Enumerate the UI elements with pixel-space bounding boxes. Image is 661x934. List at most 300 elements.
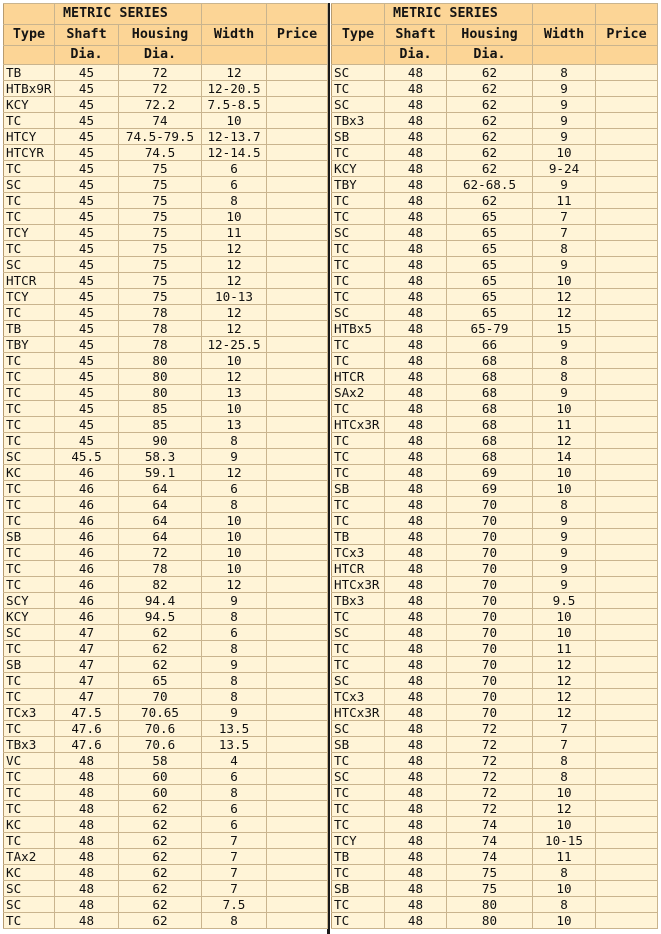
cell-type: TC bbox=[4, 833, 55, 849]
cell-housing-dia: 74.5 bbox=[119, 145, 202, 161]
cell-housing-dia: 75 bbox=[119, 257, 202, 273]
cell-price bbox=[267, 865, 328, 881]
cell-shaft-dia: 48 bbox=[55, 817, 119, 833]
col-header-housing: Housing bbox=[447, 25, 533, 46]
cell-type: HTCx3R bbox=[332, 577, 385, 593]
cell-price bbox=[596, 705, 658, 721]
cell-width: 9 bbox=[533, 513, 596, 529]
cell-type: TC bbox=[4, 401, 55, 417]
cell-price bbox=[596, 561, 658, 577]
cell-shaft-dia: 47.6 bbox=[55, 721, 119, 737]
cell-shaft-dia: 48 bbox=[385, 177, 447, 193]
cell-shaft-dia: 48 bbox=[385, 497, 447, 513]
cell-price bbox=[267, 785, 328, 801]
cell-shaft-dia: 48 bbox=[385, 465, 447, 481]
cell-width: 9 bbox=[533, 129, 596, 145]
cell-price bbox=[267, 577, 328, 593]
cell-price bbox=[596, 129, 658, 145]
cell-shaft-dia: 48 bbox=[385, 305, 447, 321]
cell-housing-dia: 70 bbox=[447, 705, 533, 721]
table-row bbox=[4, 193, 328, 209]
cell-shaft-dia: 46 bbox=[55, 577, 119, 593]
table-row bbox=[4, 273, 328, 289]
cell-price bbox=[267, 417, 328, 433]
cell-price bbox=[267, 481, 328, 497]
table-row bbox=[332, 753, 658, 769]
cell-type: SC bbox=[332, 225, 385, 241]
table-row bbox=[4, 769, 328, 785]
cell-housing-dia: 60 bbox=[119, 785, 202, 801]
table-row bbox=[4, 129, 328, 145]
cell-width: 8 bbox=[533, 769, 596, 785]
cell-width: 10 bbox=[202, 561, 267, 577]
cell-width: 7 bbox=[533, 209, 596, 225]
table-row bbox=[332, 801, 658, 817]
cell-price bbox=[596, 913, 658, 929]
cell-housing-dia: 62 bbox=[119, 641, 202, 657]
cell-width: 11 bbox=[533, 849, 596, 865]
cell-housing-dia: 72 bbox=[447, 785, 533, 801]
cell-shaft-dia: 48 bbox=[385, 609, 447, 625]
cell-housing-dia: 78 bbox=[119, 337, 202, 353]
cell-price bbox=[596, 401, 658, 417]
cell-price bbox=[267, 529, 328, 545]
table-row bbox=[4, 545, 328, 561]
cell-width: 6 bbox=[202, 481, 267, 497]
cell-width: 15 bbox=[533, 321, 596, 337]
cell-shaft-dia: 48 bbox=[385, 113, 447, 129]
cell-price bbox=[267, 449, 328, 465]
table-row bbox=[4, 449, 328, 465]
cell-shaft-dia: 48 bbox=[385, 321, 447, 337]
cell-width: 8 bbox=[533, 897, 596, 913]
col-header-type: Type bbox=[4, 25, 55, 46]
cell-price bbox=[267, 401, 328, 417]
cell-housing-dia: 62 bbox=[119, 865, 202, 881]
cell-shaft-dia: 48 bbox=[385, 529, 447, 545]
cell-type: SC bbox=[332, 673, 385, 689]
cell-type: HTCYR bbox=[4, 145, 55, 161]
cell-price bbox=[596, 689, 658, 705]
cell-type: HTCR bbox=[332, 561, 385, 577]
cell-type: TC bbox=[4, 545, 55, 561]
table-row bbox=[332, 97, 658, 113]
cell-housing-dia: 68 bbox=[447, 385, 533, 401]
cell-price bbox=[267, 177, 328, 193]
table-row bbox=[332, 817, 658, 833]
cell-width: 10 bbox=[533, 817, 596, 833]
cell-type: TCx3 bbox=[332, 545, 385, 561]
cell-type: TC bbox=[4, 641, 55, 657]
table-row bbox=[4, 529, 328, 545]
cell-price bbox=[596, 513, 658, 529]
cell-width: 8 bbox=[533, 865, 596, 881]
cell-price bbox=[596, 769, 658, 785]
cell-shaft-dia: 48 bbox=[385, 145, 447, 161]
cell-price bbox=[267, 353, 328, 369]
cell-shaft-dia: 48 bbox=[385, 241, 447, 257]
cell-price bbox=[267, 369, 328, 385]
cell-housing-dia: 75 bbox=[119, 209, 202, 225]
table-row bbox=[4, 849, 328, 865]
cell-width: 10 bbox=[202, 209, 267, 225]
cell-type: SB bbox=[332, 737, 385, 753]
cell-type: TC bbox=[332, 913, 385, 929]
cell-price bbox=[267, 113, 328, 129]
cell-housing-dia: 62 bbox=[447, 145, 533, 161]
col-header-price: Price bbox=[596, 25, 658, 46]
cell-type: TBY bbox=[332, 177, 385, 193]
cell-housing-dia: 80 bbox=[447, 913, 533, 929]
cell-shaft-dia: 48 bbox=[385, 849, 447, 865]
cell-shaft-dia: 45 bbox=[55, 305, 119, 321]
table-row bbox=[4, 321, 328, 337]
cell-price bbox=[596, 145, 658, 161]
col-header-width: Width bbox=[533, 25, 596, 46]
col-header-housing-dia: Dia. bbox=[119, 46, 202, 65]
cell-shaft-dia: 46 bbox=[55, 593, 119, 609]
table-row bbox=[4, 593, 328, 609]
header-blank bbox=[4, 4, 55, 25]
cell-width: 8 bbox=[533, 65, 596, 81]
table-row bbox=[332, 257, 658, 273]
cell-shaft-dia: 48 bbox=[385, 193, 447, 209]
table-row bbox=[4, 257, 328, 273]
cell-shaft-dia: 48 bbox=[385, 401, 447, 417]
table-row bbox=[332, 689, 658, 705]
cell-price bbox=[267, 625, 328, 641]
cell-type: TB bbox=[4, 321, 55, 337]
cell-housing-dia: 62 bbox=[447, 113, 533, 129]
cell-width: 8 bbox=[202, 193, 267, 209]
cell-price bbox=[596, 209, 658, 225]
cell-price bbox=[267, 289, 328, 305]
table-row bbox=[332, 145, 658, 161]
table-row bbox=[332, 737, 658, 753]
cell-housing-dia: 75 bbox=[119, 177, 202, 193]
cell-price bbox=[267, 769, 328, 785]
col-header-shaft: Shaft bbox=[55, 25, 119, 46]
table-row bbox=[4, 385, 328, 401]
cell-width: 9 bbox=[202, 449, 267, 465]
cell-housing-dia: 74 bbox=[447, 833, 533, 849]
cell-shaft-dia: 45.5 bbox=[55, 449, 119, 465]
cell-shaft-dia: 48 bbox=[385, 353, 447, 369]
cell-housing-dia: 80 bbox=[119, 353, 202, 369]
cell-width: 14 bbox=[533, 449, 596, 465]
cell-width: 8 bbox=[202, 785, 267, 801]
cell-price bbox=[596, 673, 658, 689]
cell-type: TC bbox=[4, 433, 55, 449]
cell-shaft-dia: 48 bbox=[385, 577, 447, 593]
cell-price bbox=[267, 849, 328, 865]
cell-type: TC bbox=[332, 401, 385, 417]
cell-type: TC bbox=[4, 721, 55, 737]
cell-housing-dia: 68 bbox=[447, 401, 533, 417]
table-row bbox=[4, 609, 328, 625]
cell-price bbox=[267, 657, 328, 673]
cell-housing-dia: 80 bbox=[447, 897, 533, 913]
cell-type: TC bbox=[332, 641, 385, 657]
cell-price bbox=[267, 721, 328, 737]
cell-price bbox=[596, 577, 658, 593]
cell-type: HTBx5 bbox=[332, 321, 385, 337]
cell-price bbox=[596, 465, 658, 481]
cell-shaft-dia: 48 bbox=[385, 545, 447, 561]
table-row bbox=[332, 113, 658, 129]
table-row bbox=[332, 513, 658, 529]
cell-type: HTCx3R bbox=[332, 417, 385, 433]
cell-type: SB bbox=[4, 657, 55, 673]
table-row bbox=[332, 401, 658, 417]
cell-price bbox=[596, 641, 658, 657]
cell-type: TC bbox=[332, 81, 385, 97]
cell-housing-dia: 70 bbox=[447, 593, 533, 609]
cell-width: 8 bbox=[533, 353, 596, 369]
cell-type: TBx3 bbox=[332, 593, 385, 609]
cell-type: KC bbox=[4, 817, 55, 833]
cell-shaft-dia: 46 bbox=[55, 497, 119, 513]
header-blank bbox=[332, 4, 385, 25]
cell-shaft-dia: 48 bbox=[385, 97, 447, 113]
cell-housing-dia: 62 bbox=[119, 913, 202, 929]
cell-shaft-dia: 48 bbox=[385, 641, 447, 657]
table-row bbox=[332, 865, 658, 881]
cell-width: 12 bbox=[202, 465, 267, 481]
cell-housing-dia: 72 bbox=[119, 545, 202, 561]
cell-housing-dia: 65 bbox=[447, 257, 533, 273]
cell-width: 12 bbox=[202, 369, 267, 385]
table-row bbox=[4, 241, 328, 257]
cell-housing-dia: 70 bbox=[447, 609, 533, 625]
cell-shaft-dia: 48 bbox=[385, 865, 447, 881]
table-row bbox=[4, 881, 328, 897]
cell-housing-dia: 78 bbox=[119, 305, 202, 321]
cell-shaft-dia: 46 bbox=[55, 481, 119, 497]
cell-price bbox=[596, 257, 658, 273]
cell-shaft-dia: 45 bbox=[55, 273, 119, 289]
table-row bbox=[4, 913, 328, 929]
cell-housing-dia: 64 bbox=[119, 529, 202, 545]
table-row bbox=[332, 273, 658, 289]
cell-width: 10 bbox=[533, 785, 596, 801]
cell-housing-dia: 80 bbox=[119, 369, 202, 385]
header-blank bbox=[202, 4, 267, 25]
cell-type: TC bbox=[4, 113, 55, 129]
cell-shaft-dia: 48 bbox=[385, 369, 447, 385]
cell-housing-dia: 62 bbox=[447, 193, 533, 209]
cell-type: HTCx3R bbox=[332, 705, 385, 721]
cell-housing-dia: 70 bbox=[119, 689, 202, 705]
cell-price bbox=[267, 273, 328, 289]
cell-shaft-dia: 48 bbox=[55, 865, 119, 881]
table-row bbox=[332, 209, 658, 225]
cell-width: 8 bbox=[202, 433, 267, 449]
cell-width: 11 bbox=[202, 225, 267, 241]
table-row bbox=[332, 497, 658, 513]
header-blank bbox=[533, 4, 596, 25]
cell-width: 13.5 bbox=[202, 721, 267, 737]
cell-housing-dia: 85 bbox=[119, 401, 202, 417]
cell-price bbox=[596, 881, 658, 897]
table-row bbox=[332, 385, 658, 401]
cell-housing-dia: 72 bbox=[447, 737, 533, 753]
cell-shaft-dia: 45 bbox=[55, 289, 119, 305]
cell-shaft-dia: 45 bbox=[55, 81, 119, 97]
table-row bbox=[332, 449, 658, 465]
table-row bbox=[4, 785, 328, 801]
col-header-housing-dia: Dia. bbox=[447, 46, 533, 65]
cell-type: SCY bbox=[4, 593, 55, 609]
table-row bbox=[4, 801, 328, 817]
cell-shaft-dia: 46 bbox=[55, 545, 119, 561]
table-row bbox=[4, 145, 328, 161]
col-header-type: Type bbox=[332, 25, 385, 46]
cell-width: 9 bbox=[202, 657, 267, 673]
cell-width: 6 bbox=[202, 177, 267, 193]
cell-width: 7 bbox=[533, 225, 596, 241]
cell-price bbox=[596, 369, 658, 385]
cell-housing-dia: 78 bbox=[119, 321, 202, 337]
cell-type: TC bbox=[332, 145, 385, 161]
cell-type: TC bbox=[4, 481, 55, 497]
cell-price bbox=[596, 865, 658, 881]
cell-type: TCx3 bbox=[4, 705, 55, 721]
cell-shaft-dia: 48 bbox=[385, 257, 447, 273]
cell-housing-dia: 64 bbox=[119, 513, 202, 529]
cell-type: TAx2 bbox=[4, 849, 55, 865]
cell-housing-dia: 70 bbox=[447, 513, 533, 529]
cell-shaft-dia: 45 bbox=[55, 257, 119, 273]
cell-shaft-dia: 48 bbox=[55, 881, 119, 897]
cell-price bbox=[267, 673, 328, 689]
cell-housing-dia: 62 bbox=[119, 849, 202, 865]
cell-shaft-dia: 46 bbox=[55, 561, 119, 577]
table-row bbox=[332, 417, 658, 433]
cell-shaft-dia: 48 bbox=[385, 721, 447, 737]
cell-price bbox=[267, 705, 328, 721]
cell-housing-dia: 74.5-79.5 bbox=[119, 129, 202, 145]
cell-shaft-dia: 46 bbox=[55, 513, 119, 529]
cell-housing-dia: 75 bbox=[119, 193, 202, 209]
cell-width: 12 bbox=[202, 305, 267, 321]
cell-price bbox=[596, 353, 658, 369]
cell-shaft-dia: 45 bbox=[55, 193, 119, 209]
cell-width: 8 bbox=[202, 673, 267, 689]
cell-type: TC bbox=[4, 785, 55, 801]
cell-type: TC bbox=[332, 785, 385, 801]
cell-housing-dia: 70.65 bbox=[119, 705, 202, 721]
cell-shaft-dia: 48 bbox=[385, 81, 447, 97]
cell-price bbox=[596, 449, 658, 465]
table-row bbox=[332, 657, 658, 673]
cell-shaft-dia: 47 bbox=[55, 657, 119, 673]
cell-housing-dia: 72 bbox=[447, 753, 533, 769]
table-row bbox=[4, 865, 328, 881]
cell-width: 12 bbox=[202, 273, 267, 289]
cell-type: SC bbox=[4, 625, 55, 641]
cell-width: 12 bbox=[533, 673, 596, 689]
cell-housing-dia: 70.6 bbox=[119, 721, 202, 737]
cell-type: TC bbox=[4, 577, 55, 593]
table-row bbox=[4, 657, 328, 673]
cell-housing-dia: 69 bbox=[447, 481, 533, 497]
cell-price bbox=[596, 609, 658, 625]
cell-housing-dia: 72.2 bbox=[119, 97, 202, 113]
cell-type: KC bbox=[4, 865, 55, 881]
col-header-width: Width bbox=[202, 25, 267, 46]
metric-series-table-right bbox=[331, 3, 658, 929]
cell-housing-dia: 75 bbox=[447, 865, 533, 881]
cell-housing-dia: 70 bbox=[447, 529, 533, 545]
cell-price bbox=[267, 433, 328, 449]
cell-width: 7.5-8.5 bbox=[202, 97, 267, 113]
cell-shaft-dia: 48 bbox=[385, 657, 447, 673]
cell-price bbox=[267, 641, 328, 657]
cell-type: SC bbox=[332, 769, 385, 785]
cell-type: TBY bbox=[4, 337, 55, 353]
table-row bbox=[4, 641, 328, 657]
cell-type: TC bbox=[332, 257, 385, 273]
header-blank bbox=[332, 46, 385, 65]
cell-width: 8 bbox=[202, 913, 267, 929]
cell-type: TC bbox=[4, 497, 55, 513]
table-row bbox=[332, 465, 658, 481]
table-row bbox=[4, 721, 328, 737]
cell-type: SC bbox=[4, 177, 55, 193]
col-header-price: Price bbox=[267, 25, 328, 46]
cell-width: 8 bbox=[533, 369, 596, 385]
cell-width: 10-13 bbox=[202, 289, 267, 305]
table-row bbox=[332, 609, 658, 625]
cell-housing-dia: 75 bbox=[119, 289, 202, 305]
cell-housing-dia: 68 bbox=[447, 449, 533, 465]
cell-price bbox=[596, 321, 658, 337]
cell-width: 11 bbox=[533, 417, 596, 433]
cell-type: SB bbox=[332, 881, 385, 897]
cell-housing-dia: 70 bbox=[447, 689, 533, 705]
table-row bbox=[4, 401, 328, 417]
cell-price bbox=[267, 257, 328, 273]
cell-price bbox=[596, 737, 658, 753]
cell-width: 9 bbox=[533, 177, 596, 193]
cell-price bbox=[596, 273, 658, 289]
cell-housing-dia: 74 bbox=[447, 817, 533, 833]
cell-width: 9 bbox=[533, 113, 596, 129]
cell-width: 10 bbox=[202, 545, 267, 561]
cell-width: 12 bbox=[202, 241, 267, 257]
cell-width: 9 bbox=[533, 545, 596, 561]
cell-shaft-dia: 48 bbox=[385, 161, 447, 177]
cell-shaft-dia: 45 bbox=[55, 385, 119, 401]
cell-price bbox=[596, 241, 658, 257]
table-row bbox=[332, 881, 658, 897]
cell-shaft-dia: 47 bbox=[55, 641, 119, 657]
cell-price bbox=[596, 481, 658, 497]
cell-type: TC bbox=[4, 385, 55, 401]
cell-shaft-dia: 45 bbox=[55, 321, 119, 337]
cell-width: 12 bbox=[533, 705, 596, 721]
cell-shaft-dia: 45 bbox=[55, 241, 119, 257]
table-row bbox=[4, 625, 328, 641]
cell-shaft-dia: 48 bbox=[385, 289, 447, 305]
series-title: METRIC SERIES bbox=[55, 4, 202, 25]
cell-price bbox=[596, 593, 658, 609]
cell-shaft-dia: 46 bbox=[55, 609, 119, 625]
cell-shaft-dia: 47.5 bbox=[55, 705, 119, 721]
cell-type: TCx3 bbox=[332, 689, 385, 705]
cell-price bbox=[596, 289, 658, 305]
